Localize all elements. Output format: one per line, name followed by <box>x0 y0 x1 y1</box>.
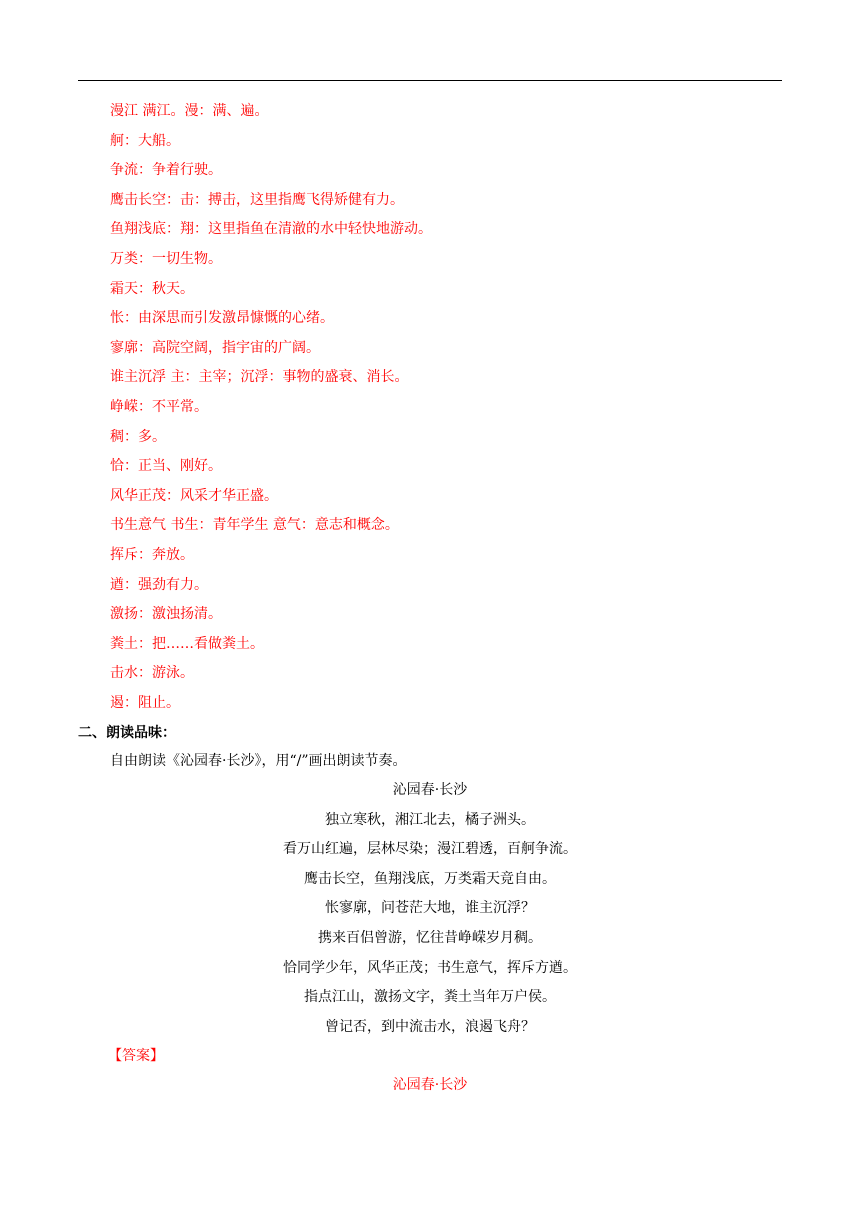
poem-line: 鹰击长空，鱼翔浅底，万类霜天竞自由。 <box>304 870 556 887</box>
poem-line: 曾记否，到中流击水，浪遏飞舟？ <box>325 1018 535 1035</box>
poem-line: 携来百侣曾游，忆往昔峥嵘岁月稠。 <box>318 929 542 946</box>
header-rule <box>78 80 782 81</box>
poem-line: 恰同学少年，风华正茂；书生意气，挥斥方遒。 <box>283 959 577 976</box>
poem-line: 独立寒秋，湘江北去，橘子洲头。 <box>325 811 535 828</box>
note-line: 霜天：秋天。 <box>110 280 194 297</box>
poem-title: 沁园春·长沙 <box>392 782 468 798</box>
note-line: 万类：一切生物。 <box>110 250 222 267</box>
poem <box>78 776 782 1042</box>
note-line: 怅：由深思而引发激昂慷慨的心绪。 <box>110 310 334 327</box>
note-line: 争流：争着行驶。 <box>110 162 222 179</box>
note-line: 风华正茂：风采才华正盛。 <box>110 487 278 504</box>
answer-poem-title: 沁园春·长沙 <box>392 1077 468 1093</box>
note-line: 击水：游泳。 <box>110 665 194 682</box>
poem-line: 指点江山，激扬文字，粪土当年万户侯。 <box>304 989 556 1006</box>
poem-line: 怅寥廓，问苍茫大地，谁主沉浮？ <box>325 900 535 917</box>
note-line: 粪土：把……看做粪土。 <box>110 635 264 652</box>
note-line: 书生意气 书生：青年学生 意气：意志和概念。 <box>110 517 399 534</box>
section-heading: 二、朗读品味： <box>78 725 176 741</box>
note-line: 激扬：激浊扬清。 <box>110 606 222 623</box>
note-line: 舸：大船。 <box>110 132 180 149</box>
note-line: 恰：正当、刚好。 <box>110 458 222 475</box>
note-line: 遏：阻止。 <box>110 694 180 711</box>
note-line: 鱼翔浅底：翔：这里指鱼在清澈的水中轻快地游动。 <box>110 221 432 238</box>
poem-line: 看万山红遍，层林尽染；漫江碧透，百舸争流。 <box>283 841 577 858</box>
vocabulary-notes <box>110 97 790 718</box>
note-line: 峥嵘：不平常。 <box>110 398 208 415</box>
note-line: 谁主沉浮 主：主宰；沉浮：事物的盛衰、消长。 <box>110 369 409 386</box>
note-line: 寥廓：高院空阔，指宇宙的广阔。 <box>110 339 320 356</box>
note-line: 遒：强劲有力。 <box>110 576 208 593</box>
note-line: 漫江 满江。漫：满、遍。 <box>110 103 269 119</box>
reading-instruction: 自由朗读《沁园春·长沙》，用“/”画出朗读节奏。 <box>110 753 407 769</box>
note-line: 挥斥：奔放。 <box>110 546 194 563</box>
note-line: 鹰击长空：击：搏击，这里指鹰飞得矫健有力。 <box>110 191 404 208</box>
note-line: 稠：多。 <box>110 428 166 445</box>
answer-tag: 【答案】 <box>108 1048 164 1064</box>
